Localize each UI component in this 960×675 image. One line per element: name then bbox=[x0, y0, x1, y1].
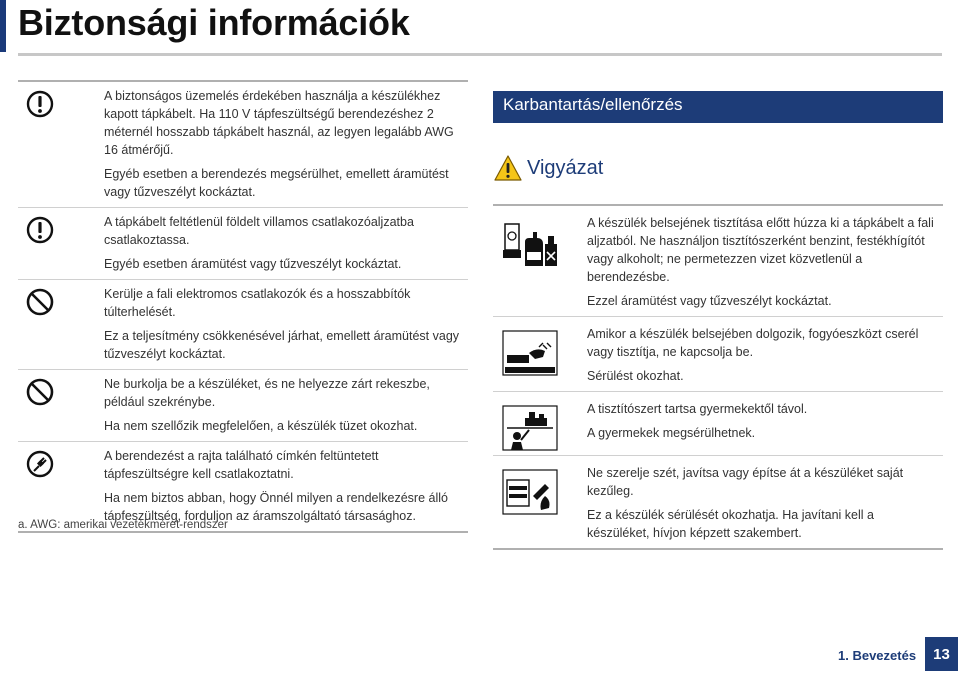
page-number: 13 bbox=[925, 637, 958, 671]
safety-consequence: Ha nem biztos abban, hogy Önnél milyen a rendelkezésre álló tápfeszültség, forduljon az áramszolgáltató társasághoz. bbox=[104, 491, 448, 523]
safety-row bbox=[18, 369, 468, 441]
cleaning-chemicals-icon bbox=[499, 216, 561, 268]
maintenance-text: Ne szerelje szét, javítsa vagy építse át a készüléket saját kezűleg. bbox=[587, 466, 904, 498]
section-heading: Karbantartás/ellenőrzés bbox=[493, 91, 943, 123]
safety-consequence: Ez a teljesítmény csökkenésével járhat, emellett áramütést vagy tűzveszélyt kockáztat. bbox=[104, 329, 460, 361]
maintenance-consequence: Ez a készülék sérülését okozhatja. Ha javítani kell a készüléket, hívjon képzett szakembert. bbox=[587, 508, 874, 540]
maintenance-consequence: Sérülést okozhat. bbox=[587, 369, 684, 383]
safety-row bbox=[18, 80, 468, 207]
maintenance-text: A tisztítószert tartsa gyermekektől távol. bbox=[587, 402, 808, 416]
maintenance-row bbox=[493, 391, 943, 455]
title-accent-bar bbox=[0, 0, 6, 52]
safety-text: A tápkábelt feltétlenül földelt villamos csatlakozóaljzatba csatlakoztassa. bbox=[104, 215, 414, 247]
child-reach-icon bbox=[499, 402, 561, 454]
prohibited-icon bbox=[26, 378, 54, 406]
maintenance-row bbox=[493, 204, 943, 316]
safety-consequence: Ha nem szellőzik megfelelően, a készülék tüzet okozhat. bbox=[104, 419, 418, 433]
disassemble-tool-icon bbox=[499, 466, 561, 518]
chapter-link[interactable]: 1. Bevezetés bbox=[838, 648, 917, 663]
safety-text: Ne burkolja be a készüléket, és ne helyezze zárt rekeszbe, például szekrénybe. bbox=[104, 377, 430, 409]
safety-text: A berendezést a rajta található címkén feltüntetett tápfeszültségre kell csatlakoztatni. bbox=[104, 449, 379, 481]
safety-text: A biztonságos üzemelés érdekében használja a készülékhez kapott tápkábelt. Ha 110 V tápfeszültségű berendezéshez 2 méternél hosszabb tápkábelt használ, az legyen legalább AWG 16 átmérőjű. bbox=[104, 89, 454, 157]
hand-inside-machine-icon bbox=[499, 327, 561, 379]
footnote: a. AWG: amerikai vezetékméret-rendszer bbox=[18, 519, 228, 531]
safety-text: Kerülje a fali elektromos csatlakozók és a hosszabbítók túlterhelését. bbox=[104, 287, 411, 319]
maintenance-table bbox=[493, 204, 943, 550]
exclamation-circle-icon bbox=[26, 90, 54, 118]
safety-row bbox=[18, 207, 468, 279]
maintenance-text: Amikor a készülék belsejében dolgozik, fogyóeszközt cserél vagy tisztítja, ne kapcsolja be. bbox=[587, 327, 919, 359]
safety-row bbox=[18, 279, 468, 369]
caution-label: Vigyázat bbox=[527, 156, 604, 179]
caution-header bbox=[493, 152, 603, 184]
plug-icon bbox=[26, 450, 54, 478]
title-divider bbox=[18, 53, 942, 56]
exclamation-circle-icon bbox=[26, 216, 54, 244]
safety-consequence: Egyéb esetben a berendezés megsérülhet, emellett áramütést vagy tűzveszélyt kockáztat. bbox=[104, 167, 449, 199]
maintenance-consequence: Ezzel áramütést vagy tűzveszélyt kockáztat. bbox=[587, 294, 832, 308]
maintenance-row bbox=[493, 316, 943, 391]
page-title: Biztonsági információk bbox=[18, 2, 410, 43]
safety-consequence: Egyéb esetben áramütést vagy tűzveszélyt kockáztat. bbox=[104, 257, 402, 271]
warning-triangle-icon bbox=[493, 154, 523, 182]
power-safety-table bbox=[18, 80, 468, 533]
maintenance-consequence: A gyermekek megsérülhetnek. bbox=[587, 426, 756, 440]
prohibited-icon bbox=[26, 288, 54, 316]
maintenance-text: A készülék belsejének tisztítása előtt húzza ki a tápkábelt a fali aljzatból. Ne használjon tisztítószerként benzint, festékhígítót vagy alkoholt; ne permetezzen vizet közvetlenül a berendezésbe. bbox=[587, 216, 934, 284]
maintenance-row bbox=[493, 455, 943, 550]
